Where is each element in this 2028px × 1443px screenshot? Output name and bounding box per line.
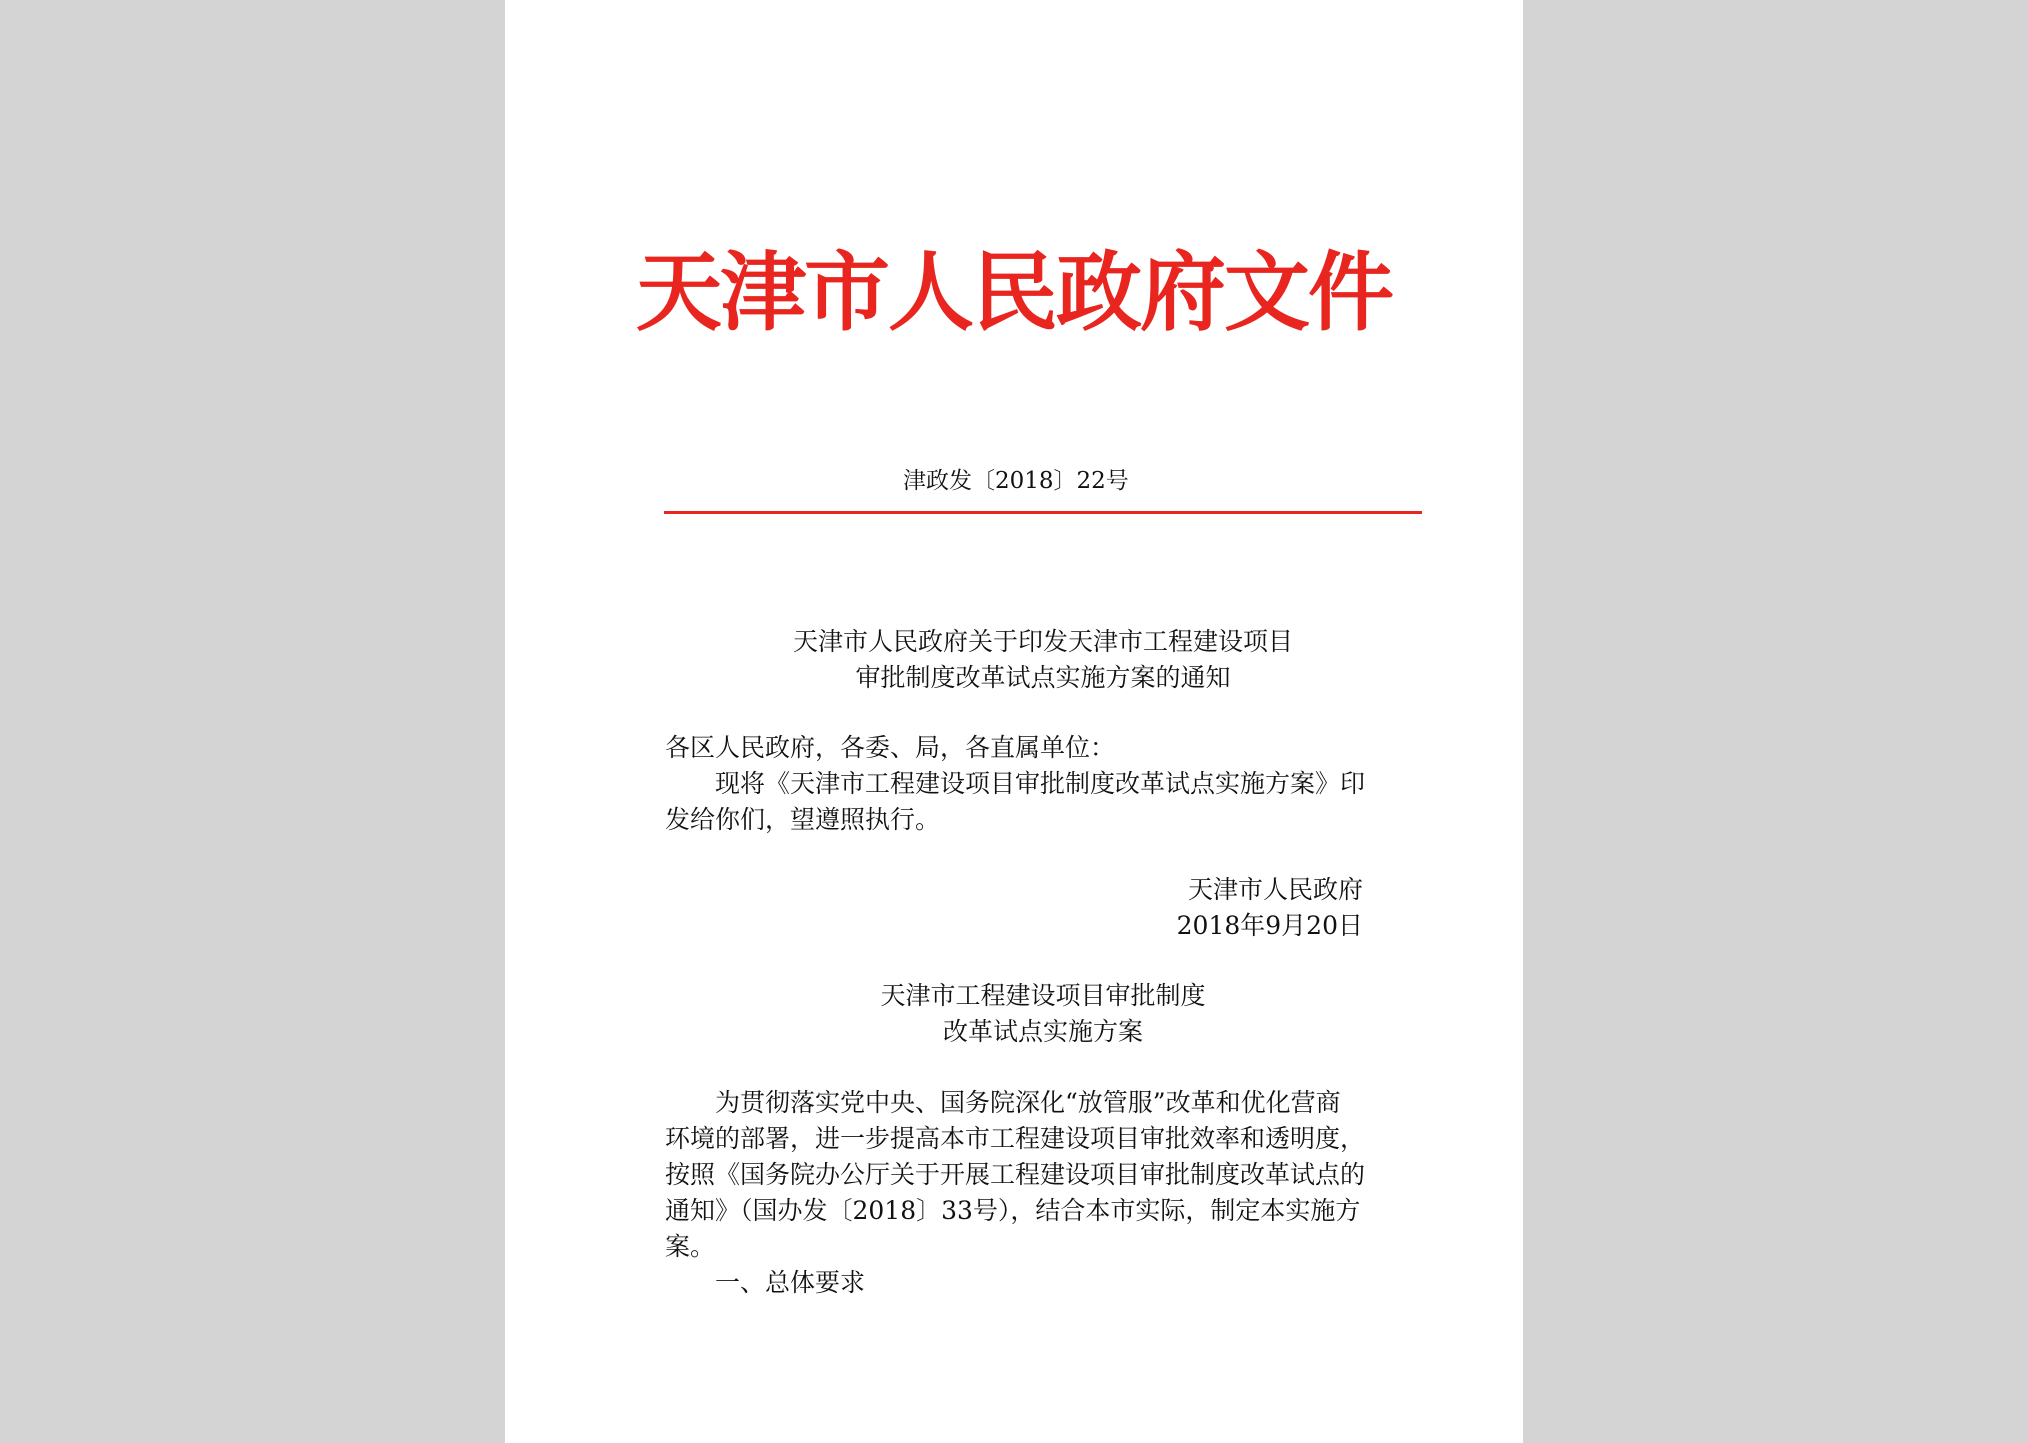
notice-title-line-1: 天津市人民政府关于印发天津市工程建设项目	[792, 627, 1293, 656]
section-heading: 一、总体要求	[715, 1268, 866, 1297]
plan-title-line-2: 改革试点实施方案	[942, 1017, 1143, 1046]
plan-title-line-1: 天津市工程建设项目审批制度	[880, 981, 1206, 1010]
notice-title-line-2: 审批制度改革试点实施方案的通知	[855, 663, 1231, 692]
signature-date: 2018年9月20日	[1176, 911, 1363, 940]
plan-title	[664, 978, 1422, 1050]
plan-body-paragraph: 为贯彻落实党中央、国务院深化“放管服”改革和优化营商环境的部署，进一步提高本市工程建设项目审批效率和透明度，按照《国务院办公厅关于开展工程建设项目审批制度改革试点的通知》（国办发〔2018〕33号），结合本市实际，制定本实施方案。	[665, 1088, 1366, 1261]
signature-org: 天津市人民政府	[1187, 875, 1363, 904]
document-number: 津政发〔2018〕22号	[903, 468, 1129, 494]
red-divider-line	[664, 511, 1422, 514]
notice-title	[664, 624, 1422, 696]
salutation: 各区人民政府，各委、局，各直属单位：	[665, 733, 1116, 762]
document-page	[505, 0, 1523, 1443]
body-intro-paragraph: 现将《天津市工程建设项目审批制度改革试点实施方案》印发给你们，望遵照执行。	[665, 769, 1366, 834]
document-header-title: 天津市人民政府文件	[636, 242, 1392, 343]
